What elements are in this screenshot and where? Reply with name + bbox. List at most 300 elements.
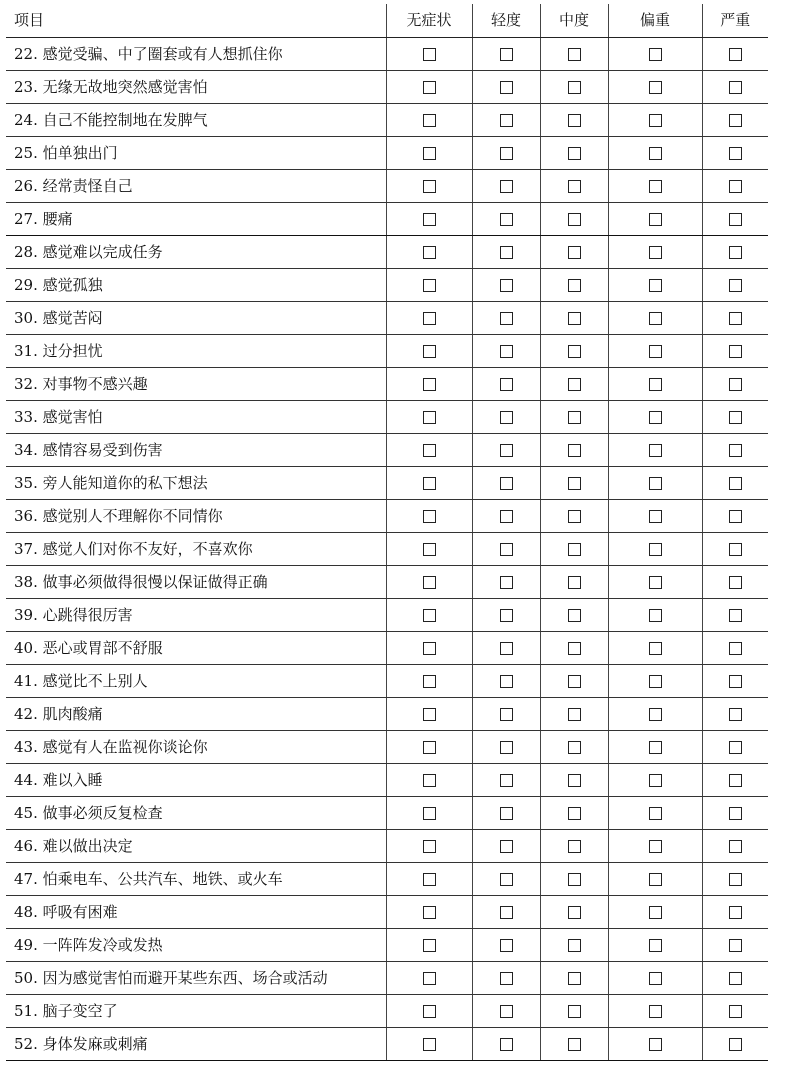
- option-cell-none: [386, 368, 472, 401]
- checkbox-fairly-severe[interactable]: [649, 807, 662, 820]
- checkbox-fairly-severe[interactable]: [649, 675, 662, 688]
- table-row: [6, 302, 768, 335]
- option-cell-moderate: [540, 599, 608, 632]
- item-label: 49. 一阵阵发冷或发热: [6, 929, 386, 962]
- checkbox-none[interactable]: [423, 48, 436, 61]
- checkbox-severe[interactable]: [729, 180, 742, 193]
- checkbox-none[interactable]: [423, 213, 436, 226]
- table-row: [6, 896, 768, 929]
- checkbox-moderate[interactable]: [568, 48, 581, 61]
- option-cell-fairly-severe: [608, 632, 702, 665]
- checkbox-fairly-severe[interactable]: [649, 642, 662, 655]
- option-cell-mild: [472, 137, 540, 170]
- checkbox-severe[interactable]: [729, 114, 742, 127]
- checkbox-none[interactable]: [423, 279, 436, 292]
- option-cell-mild: [472, 500, 540, 533]
- checkbox-moderate[interactable]: [568, 444, 581, 457]
- table-row: [6, 830, 768, 863]
- table-row: [6, 764, 768, 797]
- checkbox-mild[interactable]: [500, 774, 513, 787]
- checkbox-mild[interactable]: [500, 873, 513, 886]
- checkbox-severe[interactable]: [729, 873, 742, 886]
- checkbox-none[interactable]: [423, 576, 436, 589]
- checkbox-mild[interactable]: [500, 840, 513, 853]
- option-cell-mild: [472, 170, 540, 203]
- checkbox-fairly-severe[interactable]: [649, 180, 662, 193]
- option-cell-moderate: [540, 764, 608, 797]
- option-cell-moderate: [540, 335, 608, 368]
- table-body: [6, 38, 768, 1061]
- checkbox-mild[interactable]: [500, 444, 513, 457]
- checkbox-none[interactable]: [423, 411, 436, 424]
- option-cell-mild: [472, 764, 540, 797]
- option-cell-none: [386, 731, 472, 764]
- checkbox-moderate[interactable]: [568, 741, 581, 754]
- checkbox-fairly-severe[interactable]: [649, 576, 662, 589]
- option-cell-mild: [472, 1028, 540, 1061]
- checkbox-severe[interactable]: [729, 411, 742, 424]
- option-cell-mild: [472, 236, 540, 269]
- option-cell-severe: [702, 269, 768, 302]
- option-cell-severe: [702, 962, 768, 995]
- checkbox-severe[interactable]: [729, 444, 742, 457]
- checkbox-severe[interactable]: [729, 906, 742, 919]
- option-cell-mild: [472, 269, 540, 302]
- checkbox-severe[interactable]: [729, 81, 742, 94]
- option-cell-severe: [702, 104, 768, 137]
- item-label: 52. 身体发麻或刺痛: [6, 1028, 386, 1061]
- checkbox-mild[interactable]: [500, 939, 513, 952]
- checkbox-moderate[interactable]: [568, 609, 581, 622]
- checkbox-severe[interactable]: [729, 972, 742, 985]
- checkbox-mild[interactable]: [500, 510, 513, 523]
- checkbox-none[interactable]: [423, 510, 436, 523]
- checkbox-mild[interactable]: [500, 708, 513, 721]
- checkbox-none[interactable]: [423, 609, 436, 622]
- item-label: 33. 感觉害怕: [6, 401, 386, 434]
- option-cell-none: [386, 401, 472, 434]
- checkbox-severe[interactable]: [729, 642, 742, 655]
- option-cell-severe: [702, 368, 768, 401]
- checkbox-fairly-severe[interactable]: [649, 510, 662, 523]
- option-cell-severe: [702, 137, 768, 170]
- checkbox-mild[interactable]: [500, 543, 513, 556]
- option-cell-fairly-severe: [608, 731, 702, 764]
- checkbox-moderate[interactable]: [568, 312, 581, 325]
- option-cell-fairly-severe: [608, 995, 702, 1028]
- option-cell-mild: [472, 665, 540, 698]
- checkbox-severe[interactable]: [729, 279, 742, 292]
- checkbox-severe[interactable]: [729, 576, 742, 589]
- checkbox-fairly-severe[interactable]: [649, 1038, 662, 1051]
- checkbox-mild[interactable]: [500, 477, 513, 490]
- option-cell-none: [386, 797, 472, 830]
- option-cell-none: [386, 203, 472, 236]
- option-cell-severe: [702, 401, 768, 434]
- option-cell-severe: [702, 863, 768, 896]
- checkbox-mild[interactable]: [500, 807, 513, 820]
- checkbox-none[interactable]: [423, 939, 436, 952]
- checkbox-fairly-severe[interactable]: [649, 741, 662, 754]
- item-label: 42. 肌肉酸痛: [6, 698, 386, 731]
- checkbox-none[interactable]: [423, 477, 436, 490]
- checkbox-fairly-severe[interactable]: [649, 609, 662, 622]
- option-cell-moderate: [540, 632, 608, 665]
- option-cell-none: [386, 566, 472, 599]
- item-label: 43. 感觉有人在监视你谈论你: [6, 731, 386, 764]
- checkbox-moderate[interactable]: [568, 477, 581, 490]
- checkbox-fairly-severe[interactable]: [649, 312, 662, 325]
- checkbox-none[interactable]: [423, 378, 436, 391]
- checkbox-moderate[interactable]: [568, 840, 581, 853]
- checkbox-mild[interactable]: [500, 906, 513, 919]
- checkbox-mild[interactable]: [500, 213, 513, 226]
- option-cell-severe: [702, 38, 768, 71]
- checkbox-moderate[interactable]: [568, 345, 581, 358]
- option-cell-moderate: [540, 995, 608, 1028]
- checkbox-fairly-severe[interactable]: [649, 1005, 662, 1018]
- checkbox-fairly-severe[interactable]: [649, 906, 662, 919]
- checkbox-none[interactable]: [423, 708, 436, 721]
- option-cell-severe: [702, 665, 768, 698]
- checkbox-moderate[interactable]: [568, 543, 581, 556]
- checkbox-none[interactable]: [423, 444, 436, 457]
- checkbox-fairly-severe[interactable]: [649, 213, 662, 226]
- option-cell-severe: [702, 764, 768, 797]
- option-cell-severe: [702, 434, 768, 467]
- checkbox-none[interactable]: [423, 972, 436, 985]
- checkbox-severe[interactable]: [729, 510, 742, 523]
- option-cell-none: [386, 269, 472, 302]
- option-cell-moderate: [540, 38, 608, 71]
- checkbox-severe[interactable]: [729, 840, 742, 853]
- table-row: [6, 962, 768, 995]
- checkbox-fairly-severe[interactable]: [649, 543, 662, 556]
- option-cell-moderate: [540, 500, 608, 533]
- option-cell-severe: [702, 995, 768, 1028]
- checkbox-moderate[interactable]: [568, 708, 581, 721]
- item-label: 45. 做事必须反复检查: [6, 797, 386, 830]
- table-row: [6, 335, 768, 368]
- option-header-moderate: 中度: [540, 4, 608, 38]
- checkbox-none[interactable]: [423, 741, 436, 754]
- checkbox-severe[interactable]: [729, 807, 742, 820]
- checkbox-severe[interactable]: [729, 774, 742, 787]
- option-cell-mild: [472, 863, 540, 896]
- checkbox-severe[interactable]: [729, 378, 742, 391]
- option-cell-none: [386, 467, 472, 500]
- option-cell-severe: [702, 632, 768, 665]
- checkbox-severe[interactable]: [729, 246, 742, 259]
- option-cell-none: [386, 1028, 472, 1061]
- checkbox-severe[interactable]: [729, 609, 742, 622]
- checkbox-severe[interactable]: [729, 312, 742, 325]
- option-cell-severe: [702, 698, 768, 731]
- checkbox-fairly-severe[interactable]: [649, 939, 662, 952]
- checkbox-none[interactable]: [423, 180, 436, 193]
- item-label: 38. 做事必须做得很慢以保证做得正确: [6, 566, 386, 599]
- option-cell-none: [386, 302, 472, 335]
- option-cell-mild: [472, 71, 540, 104]
- table-row: [6, 137, 768, 170]
- checkbox-moderate[interactable]: [568, 939, 581, 952]
- item-label: 44. 难以入睡: [6, 764, 386, 797]
- checkbox-severe[interactable]: [729, 939, 742, 952]
- option-header-fairly-severe: 偏重: [608, 4, 702, 38]
- option-cell-none: [386, 962, 472, 995]
- checkbox-mild[interactable]: [500, 147, 513, 160]
- option-cell-none: [386, 830, 472, 863]
- checkbox-mild[interactable]: [500, 411, 513, 424]
- checkbox-moderate[interactable]: [568, 1038, 581, 1051]
- checkbox-mild[interactable]: [500, 345, 513, 358]
- checkbox-severe[interactable]: [729, 477, 742, 490]
- option-cell-fairly-severe: [608, 599, 702, 632]
- option-cell-fairly-severe: [608, 71, 702, 104]
- checkbox-severe[interactable]: [729, 213, 742, 226]
- table-row: [6, 731, 768, 764]
- option-cell-fairly-severe: [608, 137, 702, 170]
- checkbox-none[interactable]: [423, 345, 436, 358]
- table-row: [6, 38, 768, 71]
- checkbox-none[interactable]: [423, 147, 436, 160]
- option-cell-none: [386, 71, 472, 104]
- option-cell-severe: [702, 236, 768, 269]
- option-cell-moderate: [540, 137, 608, 170]
- checkbox-mild[interactable]: [500, 609, 513, 622]
- option-cell-fairly-severe: [608, 269, 702, 302]
- option-cell-fairly-severe: [608, 665, 702, 698]
- option-cell-severe: [702, 170, 768, 203]
- item-label: 39. 心跳得很厉害: [6, 599, 386, 632]
- checkbox-moderate[interactable]: [568, 246, 581, 259]
- checkbox-none[interactable]: [423, 774, 436, 787]
- option-cell-severe: [702, 533, 768, 566]
- checkbox-fairly-severe[interactable]: [649, 378, 662, 391]
- checkbox-severe[interactable]: [729, 543, 742, 556]
- checkbox-none[interactable]: [423, 906, 436, 919]
- option-cell-none: [386, 863, 472, 896]
- checkbox-severe[interactable]: [729, 741, 742, 754]
- checkbox-moderate[interactable]: [568, 972, 581, 985]
- table-row: [6, 203, 768, 236]
- item-label: 35. 旁人能知道你的私下想法: [6, 467, 386, 500]
- checkbox-none[interactable]: [423, 675, 436, 688]
- checkbox-none[interactable]: [423, 114, 436, 127]
- checkbox-none[interactable]: [423, 807, 436, 820]
- table-row: [6, 995, 768, 1028]
- checkbox-moderate[interactable]: [568, 279, 581, 292]
- checkbox-moderate[interactable]: [568, 675, 581, 688]
- option-cell-none: [386, 104, 472, 137]
- option-cell-moderate: [540, 929, 608, 962]
- checkbox-fairly-severe[interactable]: [649, 48, 662, 61]
- option-cell-fairly-severe: [608, 533, 702, 566]
- option-cell-moderate: [540, 830, 608, 863]
- option-cell-mild: [472, 533, 540, 566]
- option-cell-moderate: [540, 203, 608, 236]
- checkbox-fairly-severe[interactable]: [649, 345, 662, 358]
- table-header-row: [6, 4, 768, 38]
- checkbox-severe[interactable]: [729, 345, 742, 358]
- option-cell-moderate: [540, 665, 608, 698]
- option-cell-moderate: [540, 533, 608, 566]
- option-cell-fairly-severe: [608, 104, 702, 137]
- checkbox-mild[interactable]: [500, 180, 513, 193]
- checkbox-none[interactable]: [423, 873, 436, 886]
- option-cell-mild: [472, 104, 540, 137]
- checkbox-fairly-severe[interactable]: [649, 114, 662, 127]
- checkbox-moderate[interactable]: [568, 81, 581, 94]
- option-cell-severe: [702, 335, 768, 368]
- checkbox-mild[interactable]: [500, 741, 513, 754]
- checkbox-none[interactable]: [423, 1005, 436, 1018]
- checkbox-none[interactable]: [423, 81, 436, 94]
- checkbox-severe[interactable]: [729, 48, 742, 61]
- option-cell-mild: [472, 203, 540, 236]
- option-cell-mild: [472, 467, 540, 500]
- table-row: [6, 467, 768, 500]
- table-row: [6, 434, 768, 467]
- option-cell-mild: [472, 335, 540, 368]
- item-label: 30. 感觉苦闷: [6, 302, 386, 335]
- checkbox-fairly-severe[interactable]: [649, 246, 662, 259]
- option-cell-severe: [702, 500, 768, 533]
- option-cell-mild: [472, 830, 540, 863]
- checkbox-mild[interactable]: [500, 378, 513, 391]
- table-row: [6, 71, 768, 104]
- table-row: [6, 269, 768, 302]
- option-cell-none: [386, 170, 472, 203]
- option-cell-mild: [472, 896, 540, 929]
- checkbox-moderate[interactable]: [568, 213, 581, 226]
- checkbox-moderate[interactable]: [568, 411, 581, 424]
- item-label: 48. 呼吸有困难: [6, 896, 386, 929]
- checkbox-mild[interactable]: [500, 246, 513, 259]
- checkbox-none[interactable]: [423, 246, 436, 259]
- item-label: 36. 感觉别人不理解你不同情你: [6, 500, 386, 533]
- checkbox-fairly-severe[interactable]: [649, 708, 662, 721]
- checkbox-fairly-severe[interactable]: [649, 840, 662, 853]
- item-label: 46. 难以做出决定: [6, 830, 386, 863]
- checkbox-moderate[interactable]: [568, 807, 581, 820]
- table-row: [6, 698, 768, 731]
- symptom-rating-table: [6, 4, 768, 1061]
- item-label: 28. 感觉难以完成任务: [6, 236, 386, 269]
- checkbox-moderate[interactable]: [568, 1005, 581, 1018]
- option-cell-mild: [472, 434, 540, 467]
- option-cell-fairly-severe: [608, 38, 702, 71]
- option-cell-fairly-severe: [608, 797, 702, 830]
- checkbox-moderate[interactable]: [568, 873, 581, 886]
- checkbox-fairly-severe[interactable]: [649, 81, 662, 94]
- checkbox-none[interactable]: [423, 1038, 436, 1051]
- option-cell-fairly-severe: [608, 170, 702, 203]
- checkbox-mild[interactable]: [500, 576, 513, 589]
- option-cell-moderate: [540, 467, 608, 500]
- table-row: [6, 566, 768, 599]
- checkbox-moderate[interactable]: [568, 510, 581, 523]
- item-label: 31. 过分担忧: [6, 335, 386, 368]
- checkbox-severe[interactable]: [729, 708, 742, 721]
- checkbox-fairly-severe[interactable]: [649, 147, 662, 160]
- item-label: 34. 感情容易受到伤害: [6, 434, 386, 467]
- item-label: 37. 感觉人们对你不友好，不喜欢你: [6, 533, 386, 566]
- option-header-severe: 严重: [702, 4, 768, 38]
- checkbox-mild[interactable]: [500, 972, 513, 985]
- checkbox-mild[interactable]: [500, 279, 513, 292]
- option-cell-severe: [702, 302, 768, 335]
- checkbox-mild[interactable]: [500, 1005, 513, 1018]
- checkbox-moderate[interactable]: [568, 774, 581, 787]
- checkbox-moderate[interactable]: [568, 906, 581, 919]
- checkbox-fairly-severe[interactable]: [649, 774, 662, 787]
- option-cell-none: [386, 764, 472, 797]
- checkbox-moderate[interactable]: [568, 378, 581, 391]
- checkbox-moderate[interactable]: [568, 114, 581, 127]
- option-cell-moderate: [540, 71, 608, 104]
- checkbox-moderate[interactable]: [568, 147, 581, 160]
- checkbox-fairly-severe[interactable]: [649, 972, 662, 985]
- option-cell-moderate: [540, 896, 608, 929]
- checkbox-severe[interactable]: [729, 147, 742, 160]
- option-cell-moderate: [540, 236, 608, 269]
- checkbox-mild[interactable]: [500, 48, 513, 61]
- option-cell-severe: [702, 599, 768, 632]
- option-header-mild: 轻度: [472, 4, 540, 38]
- option-cell-mild: [472, 962, 540, 995]
- checkbox-fairly-severe[interactable]: [649, 873, 662, 886]
- checkbox-severe[interactable]: [729, 1038, 742, 1051]
- checkbox-mild[interactable]: [500, 675, 513, 688]
- checkbox-severe[interactable]: [729, 675, 742, 688]
- checkbox-none[interactable]: [423, 642, 436, 655]
- checkbox-moderate[interactable]: [568, 642, 581, 655]
- option-cell-mild: [472, 995, 540, 1028]
- checkbox-none[interactable]: [423, 543, 436, 556]
- option-cell-fairly-severe: [608, 368, 702, 401]
- option-cell-severe: [702, 566, 768, 599]
- option-cell-none: [386, 995, 472, 1028]
- option-cell-severe: [702, 731, 768, 764]
- option-cell-fairly-severe: [608, 830, 702, 863]
- checkbox-mild[interactable]: [500, 1038, 513, 1051]
- checkbox-severe[interactable]: [729, 1005, 742, 1018]
- checkbox-mild[interactable]: [500, 114, 513, 127]
- checkbox-mild[interactable]: [500, 642, 513, 655]
- checkbox-fairly-severe[interactable]: [649, 279, 662, 292]
- checkbox-mild[interactable]: [500, 312, 513, 325]
- option-cell-fairly-severe: [608, 401, 702, 434]
- checkbox-moderate[interactable]: [568, 180, 581, 193]
- checkbox-none[interactable]: [423, 840, 436, 853]
- option-cell-none: [386, 929, 472, 962]
- checkbox-mild[interactable]: [500, 81, 513, 94]
- option-cell-fairly-severe: [608, 962, 702, 995]
- option-cell-fairly-severe: [608, 302, 702, 335]
- item-label: 40. 恶心或胃部不舒服: [6, 632, 386, 665]
- checkbox-fairly-severe[interactable]: [649, 411, 662, 424]
- option-cell-moderate: [540, 170, 608, 203]
- option-cell-moderate: [540, 698, 608, 731]
- option-cell-fairly-severe: [608, 764, 702, 797]
- option-cell-severe: [702, 797, 768, 830]
- checkbox-fairly-severe[interactable]: [649, 477, 662, 490]
- checkbox-fairly-severe[interactable]: [649, 444, 662, 457]
- table-row: [6, 632, 768, 665]
- checkbox-moderate[interactable]: [568, 576, 581, 589]
- checkbox-none[interactable]: [423, 312, 436, 325]
